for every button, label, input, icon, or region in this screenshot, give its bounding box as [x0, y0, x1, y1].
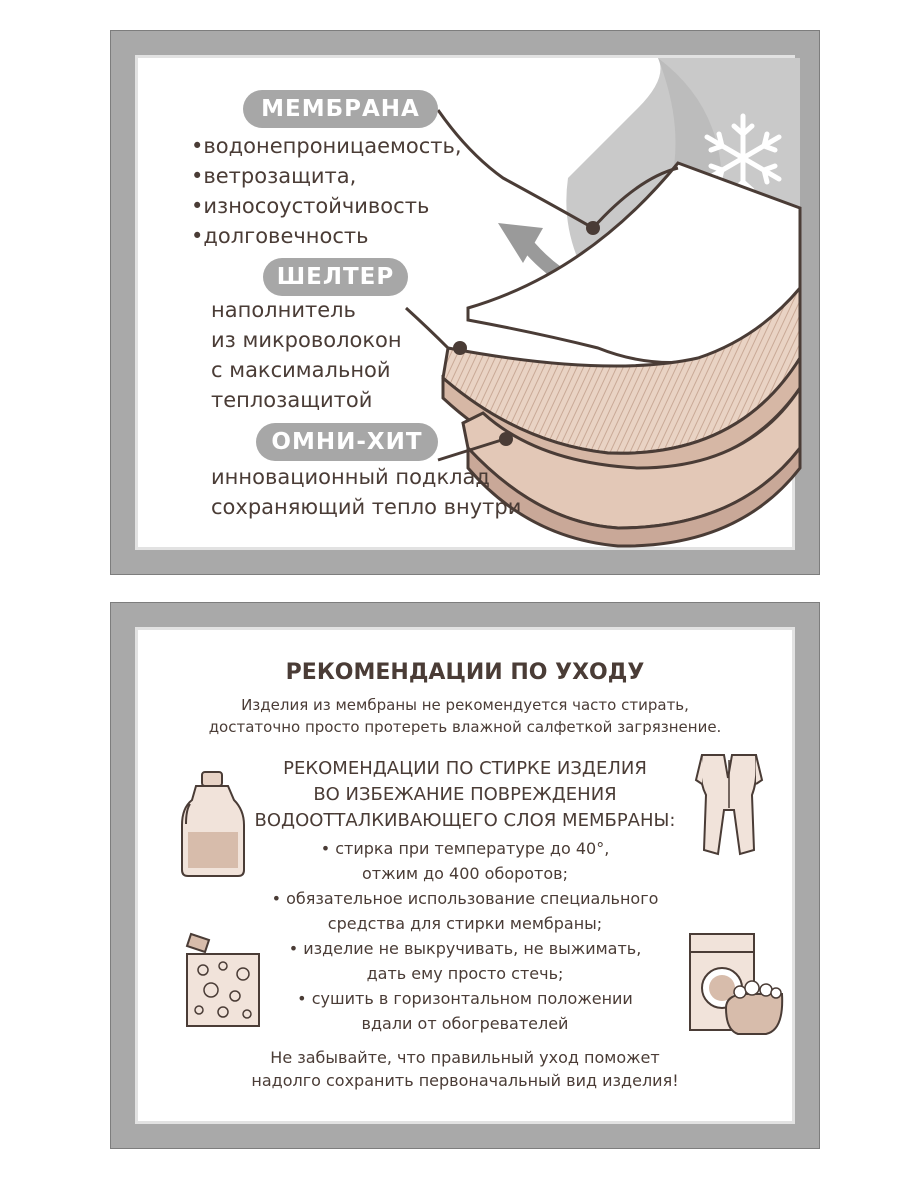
care-recommendations-card [110, 602, 820, 1149]
membrane-info-inner [135, 55, 795, 550]
care-outro-line: Не забывайте, что правильный уход поможет [270, 1048, 660, 1067]
detergent-bottle-icon [178, 770, 248, 880]
overalls-icon [694, 750, 764, 860]
care-outro-line: надолго сохранить первоначальный вид изделия! [251, 1071, 679, 1090]
care-intro-line: достаточно просто протереть влажной салфеткой загрязнение. [208, 718, 722, 736]
care-intro [138, 694, 792, 738]
omniheat-dot [499, 432, 513, 446]
omniheat-label: ОМНИ-ХИТ [256, 423, 438, 461]
membrane-dot [586, 221, 600, 235]
washing-header-line: ВОДООТТАЛКИВАЮЩЕГО СЛОЯ МЕМБРАНЫ: [254, 810, 676, 831]
membrane-feature: • износоустойчивость [191, 191, 429, 221]
washing-item: • стирка при температуре до 40°, отжим до 400 оборотов; [320, 839, 610, 883]
care-intro-line: Изделия из мембраны не рекомендуется часто стирать, [241, 696, 689, 714]
washing-item: • сушить в горизонтальном положении вдали от обогревателей [297, 989, 633, 1033]
shelter-dot [453, 341, 467, 355]
membrane-feature: • долговечность [191, 221, 369, 251]
membrane-label: МЕМБРАНА [243, 90, 438, 128]
membrane-feature: • водонепроницаемость, [191, 131, 462, 161]
washing-item: • обязательное использование специального средства для стирки мембраны; [271, 889, 659, 933]
washing-header-line: РЕКОМЕНДАЦИИ ПО СТИРКЕ ИЗДЕЛИЯ [283, 758, 647, 779]
omniheat-line: инновационный подклад [211, 465, 490, 489]
shelter-line: с максимальной [211, 358, 391, 382]
shelter-label: ШЕЛТЕР [263, 258, 408, 296]
shelter-line: из микроволокон [211, 328, 402, 352]
washing-header-line: ВО ИЗБЕЖАНИЕ ПОВРЕЖДЕНИЯ [313, 784, 617, 805]
care-outro [138, 1046, 792, 1092]
care-title: РЕКОМЕНДАЦИИ ПО УХОДУ [285, 660, 645, 685]
washing-machine-icon [686, 930, 786, 1040]
washing-item: • изделие не выкручивать, не выжимать, дать ему просто стечь; [288, 939, 642, 983]
membrane-feature: • ветрозащита, [191, 161, 356, 191]
shelter-line: теплозащитой [211, 388, 373, 412]
membrane-info-card [110, 30, 820, 575]
shelter-line: наполнитель [211, 298, 356, 322]
omniheat-line: сохраняющий тепло внутри [211, 495, 522, 519]
care-recommendations-inner [135, 627, 795, 1124]
powder-box-icon [183, 930, 263, 1030]
